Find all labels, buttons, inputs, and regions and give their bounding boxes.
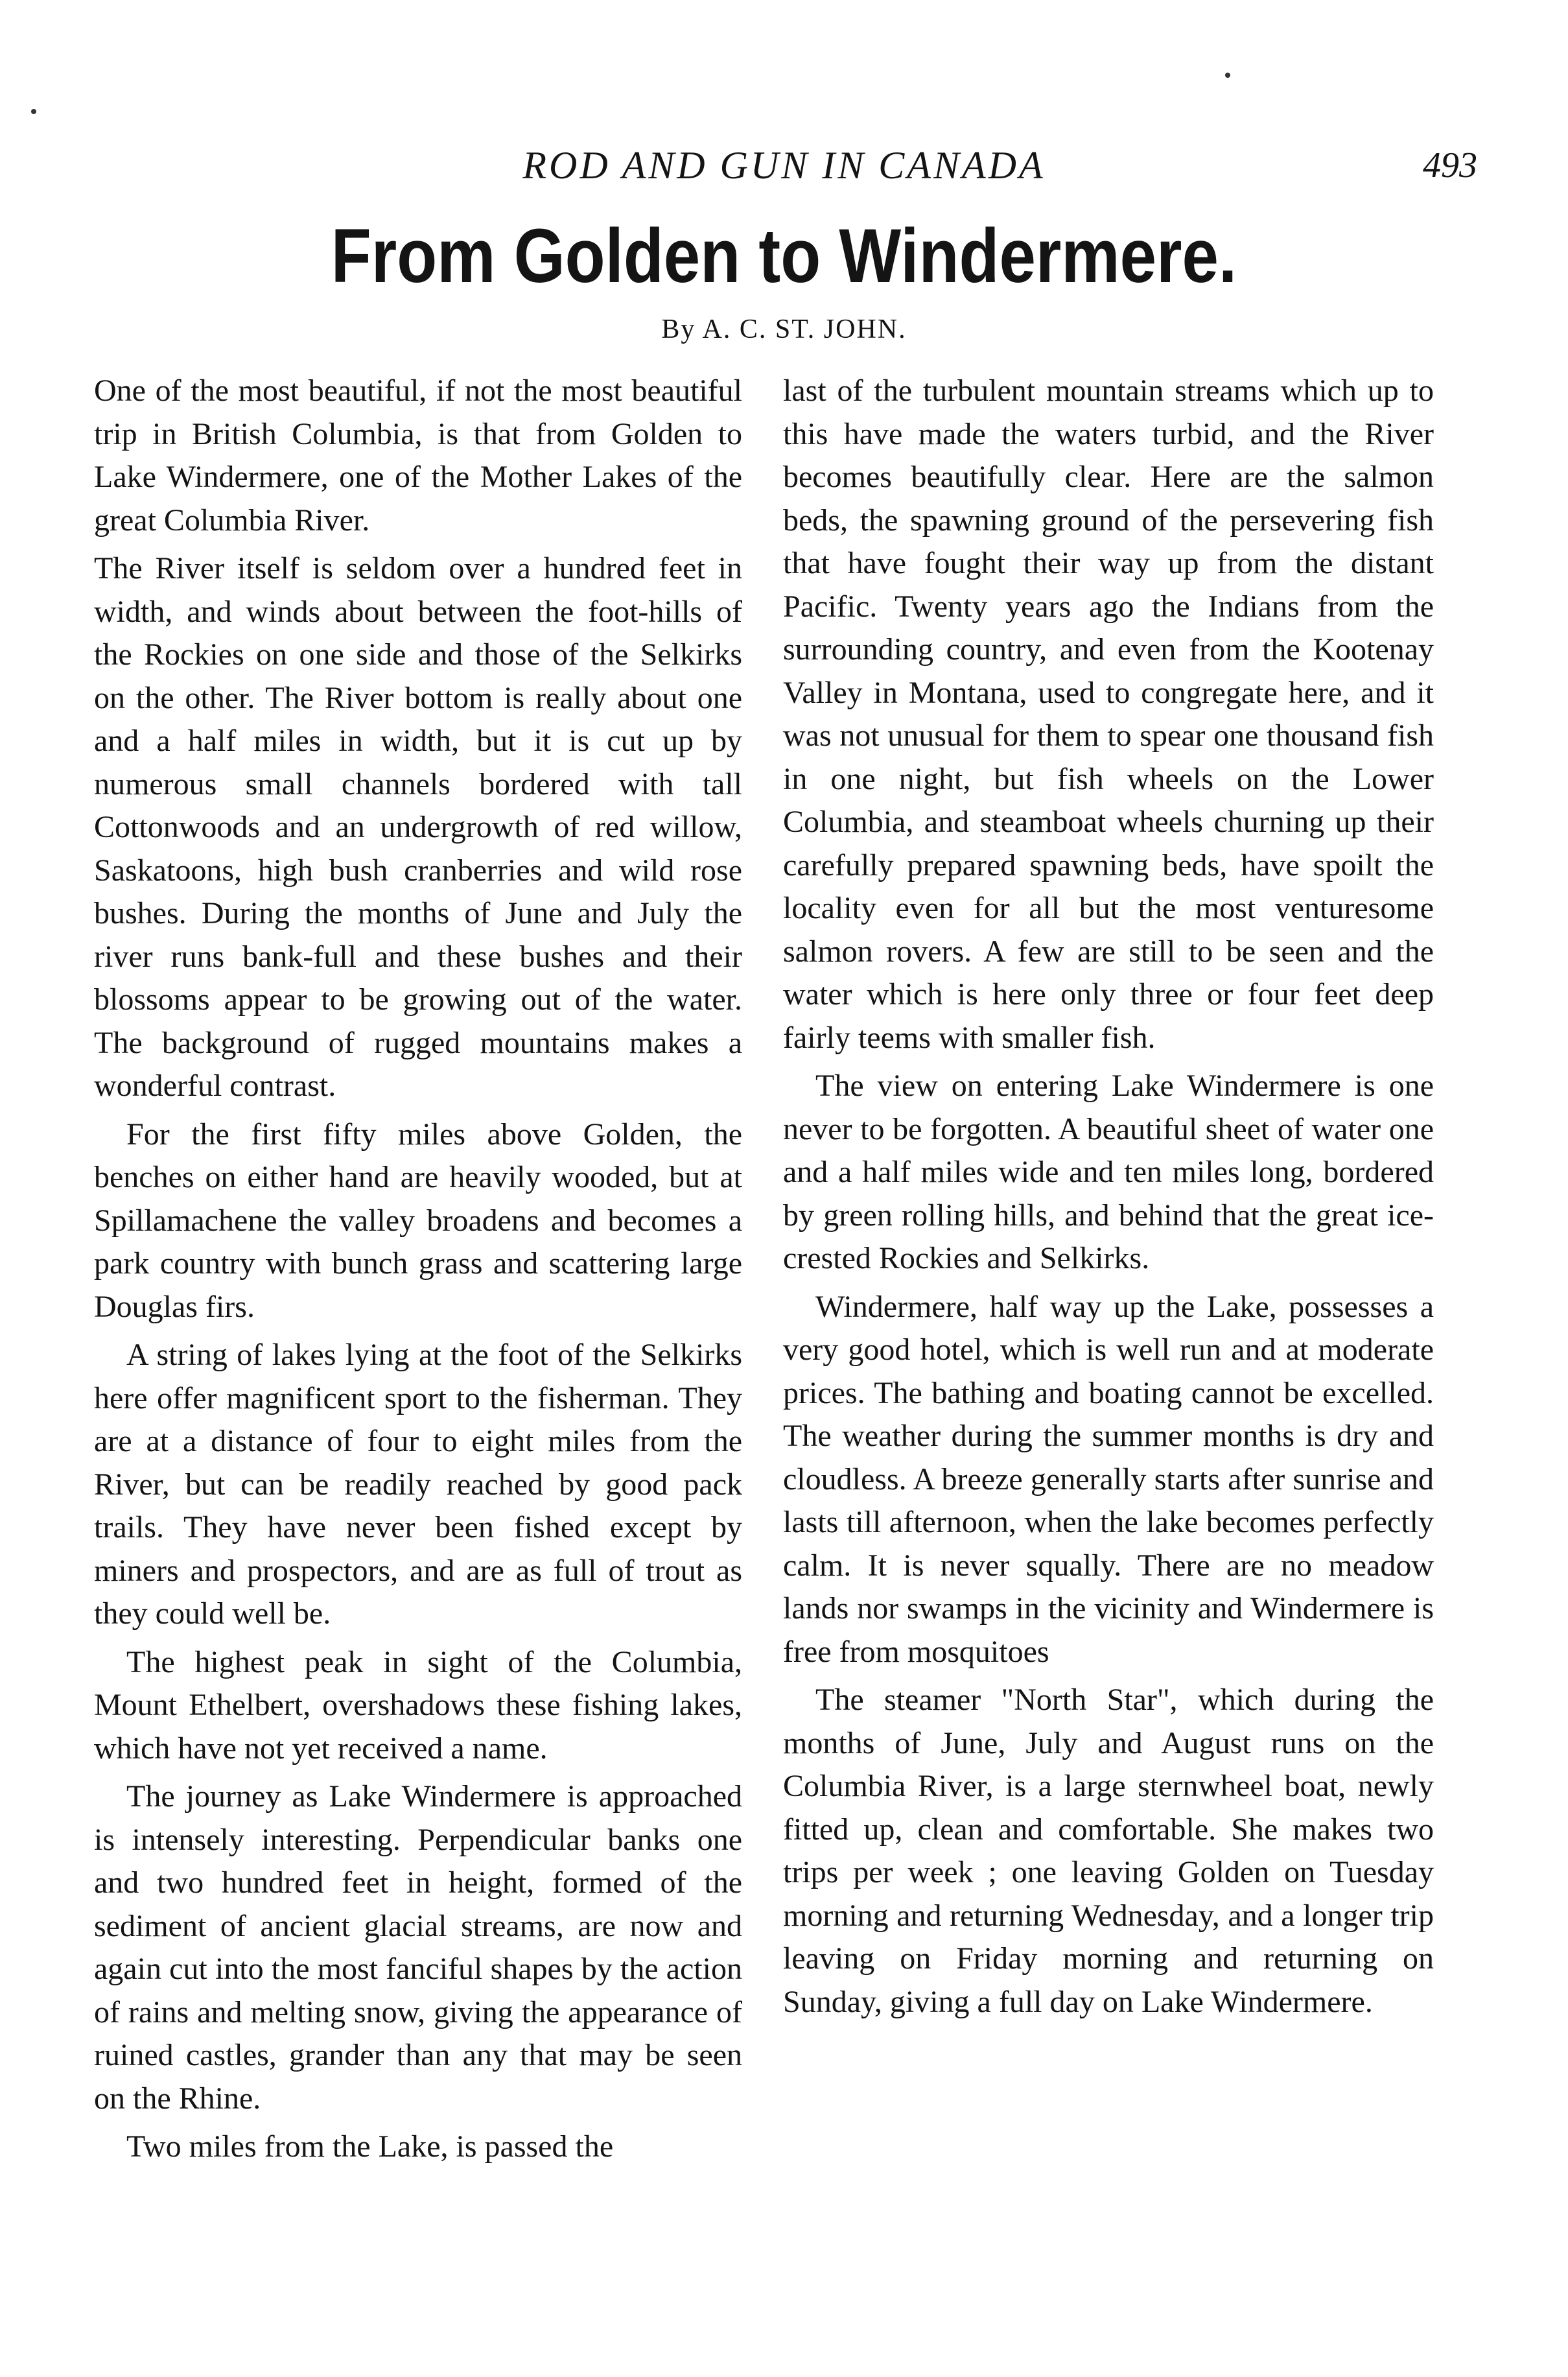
paragraph: One of the most beautiful, if not the most beautiful trip in British Columbia, is that from Golden to Lake Windermere, one of the Mother Lakes of the great Columbia River. [94, 373, 742, 538]
paragraph: The journey as Lake Windermere is approached is intensely interesting. Perpendicular banks one and two hundred feet in height, formed of the sediment of ancient glacial streams, are now and again cut into the most fanciful shapes by the action of rains and melting snow, giving the appearance of ruined castles, grander than any that may be seen on the Rhine. [94, 1779, 742, 2116]
paragraph: The steamer "North Star", which during the months of June, July and August runs on the Columbia River, is a large sternwheel boat, newly fitted up, clean and comfortable. She makes two trips per week ; one leaving Golden on Tuesday morning and returning Wednesday, and a longer trip leaving on Friday morning and returning on Sunday, giving a full day on Lake Windermere. [783, 1683, 1434, 2019]
page-number: 493 [1423, 145, 1477, 185]
print-speck [1225, 73, 1230, 78]
right-column [783, 370, 1434, 2029]
paragraph: The River itself is seldom over a hundred feet in width, and winds about between the foot-hills of the Rockies on one side and those of the Selkirks on the other. The River bottom is really about one and a half miles in width, but it is cut up by numerous small channels bordered with tall Cottonwoods and an undergrowth of red willow, Saskatoons, high bush cranberries and wild rose bushes. During the months of June and July the river runs bank-full and these bushes and their blossoms appear to be growing out of the water. The background of rugged mountains makes a wonderful contrast. [94, 551, 742, 1103]
article-title: From Golden to Windermere. [331, 213, 1237, 299]
paragraph: A string of lakes lying at the foot of the Selkirks here offer magnificent sport to the fisherman. They are at a distance of four to eight miles from the River, but can be readily reached by good pack trails. They have never been fished except by miners and prospectors, and are as full of trout as they could well be. [94, 1338, 742, 1631]
article-byline: By A. C. ST. JOHN. [661, 314, 907, 344]
paragraph: Windermere, half way up the Lake, possesses a very good hotel, which is well run and at moderate prices. The bathing and boating cannot be excelled. The weather during the summer months is dry and cloudless. A breeze generally starts after sunrise and lasts till afternoon, when the lake becomes perfectly calm. It is never squally. There are no meadow lands nor swamps in the vicinity and Windermere is free from mosquitoes [783, 1289, 1434, 1669]
print-speck [31, 109, 36, 114]
paragraph: last of the turbulent mountain streams which up to this have made the waters turbid, and the River becomes beautifully clear. Here are the salmon beds, the spawning ground of the persevering fish that have fought their way up from the distant Pacific. Twenty years ago the Indians from the surrounding country, and even from the Kootenay Valley in Montana, used to congregate here, and it was not unusual for them to spear one thousand fish in one night, but fish wheels on the Lower Columbia, and steamboat wheels churning up their carefully prepared spawning beds, have spoilt the locality even for all but the most venturesome salmon rovers. A few are still to be seen and the water which is here only three or four feet deep fairly teems with smaller fish. [783, 373, 1434, 1055]
running-head [0, 139, 1568, 191]
left-column [94, 370, 742, 2174]
running-title: ROD AND GUN IN CANADA [522, 144, 1046, 187]
paragraph: Two miles from the Lake, is passed the [126, 2129, 614, 2164]
paragraph: The view on entering Lake Windermere is one never to be forgotten. A beautiful sheet of water one and a half miles wide and ten miles long, bordered by green rolling hills, and behind that the great ice-crested Rockies and Selkirks. [783, 1069, 1434, 1275]
paragraph: The highest peak in sight of the Columbia, Mount Ethelbert, overshadows these fishing lakes, which have not yet received a name. [94, 1644, 742, 1766]
paragraph: For the first fifty miles above Golden, the benches on either hand are heavily wooded, but at Spillamachene the valley broadens and becomes a park country with bunch grass and scattering large Douglas firs. [94, 1117, 742, 1324]
